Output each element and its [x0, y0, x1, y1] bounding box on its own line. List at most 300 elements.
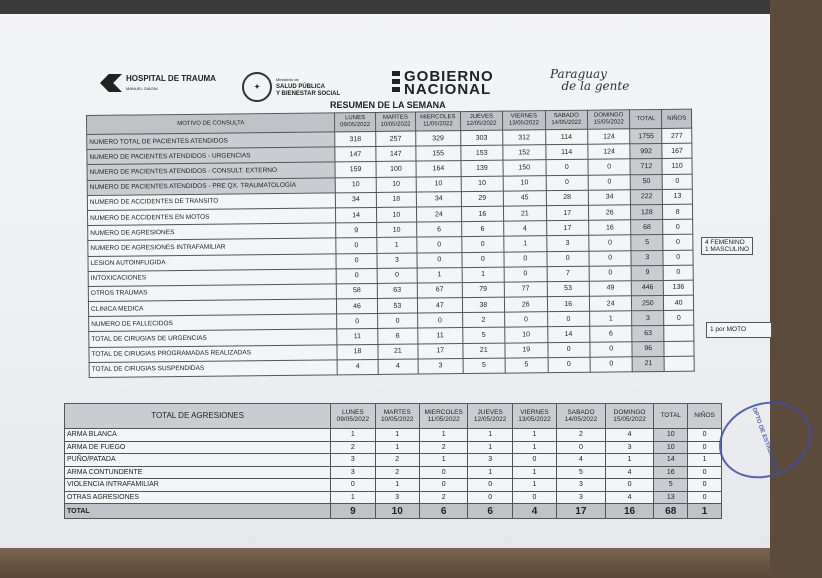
cell-value: 1	[375, 441, 419, 454]
cell-ninos: 0	[688, 441, 722, 454]
cell-total: 222	[631, 189, 663, 205]
total-row-value: 17	[557, 504, 606, 519]
cell-ninos: 13	[663, 189, 693, 204]
cell-value: 0	[590, 341, 633, 357]
cell-value: 1	[419, 429, 468, 442]
day-date: 15/05/2022	[593, 119, 624, 126]
cell-value: 114	[545, 129, 588, 145]
day-name: DOMINGO	[613, 408, 646, 416]
slogan-logo	[550, 68, 629, 92]
day-name: MARTES	[383, 408, 411, 416]
gobierno-line1: GOBIERNO	[404, 68, 494, 85]
cell-total: 13	[654, 491, 688, 504]
cell-value: 18	[376, 192, 416, 208]
day-header	[503, 111, 546, 130]
day-name: MIERCOLES	[420, 114, 456, 121]
cell-value: 24	[589, 296, 632, 312]
cell-value: 10	[376, 222, 416, 238]
cell-value: 16	[589, 220, 632, 236]
total-row-value: 6	[419, 504, 468, 519]
cell-value: 34	[416, 191, 461, 207]
day-name: LUNES	[345, 115, 366, 122]
day-name: SABADO	[553, 112, 579, 120]
row-label: TOTAL DE CIRUGIAS PROGRAMADAS REALIZADAS	[89, 345, 338, 363]
row-label: NUMERO DE AGRESIONES	[88, 223, 337, 241]
day-name: JUEVES	[469, 113, 494, 120]
cell-value: 0	[546, 175, 589, 191]
cell-value: 7	[547, 266, 590, 282]
cell-value: 1	[376, 237, 416, 253]
cell-ninos	[664, 356, 694, 371]
cell-total: 992	[630, 144, 662, 160]
total-row-value: 6	[468, 504, 512, 519]
cell-value: 1	[512, 429, 556, 442]
cell-value: 9	[336, 223, 376, 239]
table-row	[65, 454, 722, 467]
cell-value: 2	[419, 491, 468, 504]
cell-value: 4	[337, 359, 377, 375]
cell-value: 53	[377, 298, 417, 314]
cell-value: 159	[335, 162, 375, 178]
cell-value: 0	[547, 342, 590, 358]
total-header: TOTAL	[654, 404, 688, 429]
cell-ninos: 1	[688, 454, 722, 467]
cell-value: 53	[547, 281, 590, 297]
cell-value: 5	[557, 466, 606, 479]
cell-value: 16	[461, 206, 504, 222]
row-label: PUÑO/PATADA	[65, 454, 331, 467]
cell-value: 10	[503, 175, 546, 191]
cell-ninos: 0	[688, 491, 722, 504]
cell-value: 10	[416, 176, 461, 192]
cell-value: 5	[463, 358, 506, 374]
cell-value: 150	[503, 160, 546, 176]
day-name: VIERNES	[510, 113, 538, 120]
cell-value: 0	[468, 479, 512, 492]
cell-value: 3	[605, 441, 654, 454]
cell-value: 79	[462, 282, 505, 298]
cell-value: 17	[418, 343, 463, 359]
cell-value: 0	[589, 235, 632, 251]
cell-value: 2	[557, 429, 606, 442]
row-label: TOTAL DE CIRUGIAS DE URGENCIAS	[89, 329, 338, 347]
day-header	[331, 404, 375, 429]
row-label: ARMA BLANCA	[65, 429, 331, 442]
cell-total: 9	[632, 265, 664, 281]
day-name: VIERNES	[520, 408, 549, 416]
cell-ninos: 167	[662, 143, 692, 158]
cell-value: 58	[337, 283, 377, 299]
cell-value: 0	[588, 174, 631, 190]
cell-total: 3	[631, 250, 663, 266]
cell-value: 1	[605, 454, 654, 467]
row-label: VIOLENCIA INTRAFAMILIAR	[65, 479, 331, 492]
day-name: LUNES	[342, 408, 364, 416]
day-date: 14/05/2022	[551, 119, 582, 127]
day-date: 14/05/2022	[564, 416, 598, 423]
day-name: SABADO	[567, 408, 595, 416]
row-label: NUMERO DE FALLECIDOS	[89, 314, 338, 332]
table-row	[65, 429, 722, 442]
total-row-value: 10	[375, 504, 419, 519]
cell-value: 5	[505, 357, 548, 373]
cell-value: 45	[503, 190, 546, 206]
cell-total: 50	[631, 174, 663, 190]
cell-total: 1755	[630, 128, 662, 144]
hospital-name: HOSPITAL DE TRAUMA	[126, 74, 216, 83]
cell-total: 63	[632, 326, 664, 342]
cell-value: 0	[331, 479, 375, 492]
cell-value: 3	[418, 358, 463, 374]
cell-value: 0	[417, 252, 462, 268]
cell-value: 0	[377, 313, 417, 329]
cell-value: 0	[512, 491, 556, 504]
cell-value: 1	[462, 267, 505, 283]
cell-value: 16	[547, 296, 590, 312]
cell-value: 0	[336, 238, 376, 254]
day-header	[605, 404, 654, 429]
row-label: NUMERO TOTAL DE PACIENTES ATENDIDOS	[87, 132, 336, 150]
cell-value: 124	[588, 129, 631, 145]
gobierno-mark-icon	[392, 71, 400, 95]
day-header	[545, 110, 588, 129]
cell-value: 4	[378, 359, 418, 375]
cell-value: 1	[590, 311, 633, 327]
cell-value: 0	[588, 159, 631, 175]
cell-value: 3	[331, 454, 375, 467]
cell-value: 4	[557, 454, 606, 467]
day-date: 13/05/2022	[508, 120, 539, 127]
cell-value: 5	[462, 328, 505, 344]
table-row	[65, 479, 722, 492]
cell-total: 128	[631, 204, 663, 220]
cell-value: 34	[588, 190, 631, 206]
row-label: NUMERO DE ACCIDENTES EN MOTOS	[87, 208, 336, 226]
cell-value: 2	[462, 312, 505, 328]
cell-value: 3	[546, 236, 589, 252]
cell-total: 96	[632, 341, 664, 357]
cell-value: 0	[377, 268, 417, 284]
day-date: 13/05/2022	[518, 416, 551, 423]
table-row	[65, 441, 722, 454]
day-header	[416, 112, 461, 131]
hospital-subname: MANUEL GIAGNI	[126, 86, 158, 91]
cell-ninos: 40	[664, 295, 694, 310]
total-row-ninos: 1	[688, 504, 722, 519]
day-date: 11/05/2022	[427, 416, 460, 423]
day-header	[375, 112, 416, 131]
cell-value: 14	[547, 327, 590, 343]
day-header	[335, 112, 376, 131]
cell-value: 1	[468, 441, 512, 454]
day-date: 12/05/2022	[473, 416, 507, 423]
row-label: NUMERO DE PACIENTES ATENDIDOS - PRE QX. TRAUMATOLOGÍA	[87, 177, 336, 195]
cell-value: 0	[605, 479, 654, 492]
cell-value: 1	[375, 479, 419, 492]
cell-value: 38	[462, 297, 505, 313]
cell-value: 67	[417, 282, 462, 298]
cell-value: 1	[512, 466, 556, 479]
day-date: 09/05/2022	[340, 122, 371, 129]
cell-value: 11	[337, 329, 377, 345]
cell-total: 250	[632, 296, 664, 312]
total-row-label: TOTAL	[65, 504, 331, 519]
cell-value: 1	[468, 466, 512, 479]
cell-total: 3	[632, 311, 664, 327]
cell-value: 0	[504, 266, 547, 282]
cell-value: 0	[417, 237, 462, 253]
cell-value: 24	[416, 207, 461, 223]
day-header	[375, 404, 419, 429]
day-header	[419, 404, 468, 429]
cell-value: 0	[462, 252, 505, 268]
cell-value: 2	[375, 454, 419, 467]
cell-total: 446	[632, 280, 664, 296]
day-header	[468, 404, 512, 429]
cell-value: 147	[376, 146, 416, 162]
cell-ninos	[664, 341, 694, 356]
cell-value: 312	[503, 130, 546, 146]
day-date: 10/05/2022	[380, 416, 414, 423]
cell-value: 10	[461, 176, 504, 192]
cell-value: 21	[463, 343, 506, 359]
cell-value: 147	[335, 147, 375, 163]
cell-ninos: 0	[663, 265, 693, 280]
cell-value: 63	[377, 283, 417, 299]
cell-value: 4	[504, 221, 547, 237]
cell-value: 17	[546, 205, 589, 221]
cell-value: 6	[461, 221, 504, 237]
cell-value: 3	[557, 479, 606, 492]
cell-total: 10	[654, 429, 688, 442]
cell-ninos: 0	[688, 479, 722, 492]
cell-value: 0	[461, 236, 504, 252]
cell-value: 1	[468, 429, 512, 442]
slogan-line2: de la gente	[561, 79, 630, 93]
official-stamp: DPTO DE ESTADISTICA	[708, 389, 822, 491]
day-date: 10/05/2022	[380, 121, 411, 128]
day-header	[587, 110, 630, 129]
cell-value: 3	[377, 253, 417, 269]
cell-value: 10	[376, 207, 416, 223]
table-row	[65, 491, 722, 504]
ninos-header: NIÑOS	[662, 109, 692, 128]
cell-value: 153	[460, 145, 503, 161]
ministry-line2: SALUD PÚBLICA	[276, 84, 325, 90]
table-surface	[0, 548, 770, 578]
cell-value: 11	[418, 328, 463, 344]
report-title: RESUMEN DE LA SEMANA	[330, 100, 446, 110]
total-header: TOTAL	[630, 109, 662, 128]
header-label: MOTIVO DE CONSULTA	[87, 113, 336, 135]
cell-value: 0	[468, 491, 512, 504]
cell-value: 18	[337, 344, 377, 360]
gobierno-line2: NACIONAL	[404, 81, 492, 98]
total-row-value: 16	[605, 504, 654, 519]
cell-value: 34	[336, 192, 376, 208]
cell-total: 21	[632, 356, 664, 372]
cell-value: 0	[546, 251, 589, 267]
cell-value: 0	[337, 314, 377, 330]
cell-value: 303	[460, 130, 503, 146]
cell-value: 17	[546, 220, 589, 236]
slogan-line1: Paraguay	[550, 67, 607, 81]
cell-value: 10	[505, 327, 548, 343]
cell-ninos: 0	[663, 219, 693, 234]
cell-value: 3	[331, 466, 375, 479]
hospital-logo-icon	[100, 74, 122, 92]
cell-total: 5	[631, 235, 663, 251]
cell-value: 100	[376, 161, 416, 177]
row-label: NUMERO DE PACIENTES ATENDIDOS - URGENCIAS	[87, 147, 336, 165]
cell-value: 124	[588, 144, 631, 160]
cell-ninos: 277	[662, 128, 692, 143]
cell-ninos: 0	[688, 466, 722, 479]
cell-value: 0	[418, 313, 463, 329]
row-label: NUMERO DE PACIENTES ATENDIDOS - CONSULT. EXTERNO	[87, 162, 336, 180]
cell-value: 0	[419, 466, 468, 479]
cell-value: 1	[331, 491, 375, 504]
cell-value: 6	[417, 222, 462, 238]
gobierno-logo	[392, 70, 494, 96]
cell-value: 47	[417, 298, 462, 314]
row-label: ARMA DE FUEGO	[65, 441, 331, 454]
ministry-seal-icon: ✦	[242, 72, 272, 102]
total-row	[65, 504, 722, 519]
cell-value: 1	[375, 429, 419, 442]
ministry-logo	[242, 72, 340, 102]
cell-value: 2	[419, 441, 468, 454]
cell-ninos: 0	[663, 234, 693, 249]
note-femenino: 4 FEMENINO	[705, 239, 745, 246]
cell-value: 10	[336, 177, 376, 193]
cell-value: 77	[504, 282, 547, 298]
ministry-line1: Ministerio de	[276, 77, 299, 82]
cell-value: 19	[505, 342, 548, 358]
cell-ninos: 0	[662, 174, 692, 189]
total-row-value: 4	[512, 504, 556, 519]
total-row-value: 9	[331, 504, 375, 519]
row-label: INTOXICACIONES	[88, 269, 337, 287]
cell-value: 0	[548, 357, 591, 373]
day-date: 11/05/2022	[423, 121, 453, 128]
cell-total: 16	[654, 466, 688, 479]
day-date: 12/05/2022	[466, 120, 497, 128]
cell-value: 26	[504, 297, 547, 313]
cell-value: 0	[589, 265, 632, 281]
cell-total: 712	[630, 159, 662, 175]
note-masculino: 1 MASCULINO	[705, 246, 750, 253]
cell-value: 1	[504, 236, 547, 252]
cell-value: 0	[419, 479, 468, 492]
cell-value: 0	[545, 160, 588, 176]
cell-value: 318	[335, 131, 375, 147]
cell-ninos: 0	[663, 250, 693, 265]
cell-value: 6	[590, 326, 633, 342]
cell-value: 164	[416, 161, 461, 177]
cell-value: 257	[375, 131, 415, 147]
cell-value: 0	[547, 311, 590, 327]
cell-value: 0	[557, 441, 606, 454]
cell-value: 10	[376, 177, 416, 193]
fallecidos-note: 1 por MOTO	[706, 322, 772, 338]
cell-ninos: 8	[663, 204, 693, 219]
cell-ninos: 0	[688, 429, 722, 442]
row-label: OTROS TRAUMAS	[88, 284, 337, 302]
row-label: TOTAL DE CIRUGIAS SUSPENDIDAS	[89, 360, 338, 378]
ministry-line3: Y BIENESTAR SOCIAL	[276, 91, 341, 97]
day-date: 15/05/2022	[613, 416, 646, 423]
day-name: MIERCOLES	[424, 408, 463, 416]
cell-value: 3	[468, 454, 512, 467]
cell-value: 0	[512, 454, 556, 467]
cell-value: 2	[331, 441, 375, 454]
row-label: NUMERO DE ACCIDENTES DE TRANSITO	[87, 193, 336, 211]
cell-value: 21	[378, 344, 418, 360]
background-edge	[0, 0, 770, 14]
cell-value: 21	[504, 206, 547, 222]
cell-value: 4	[605, 491, 654, 504]
day-header	[460, 111, 503, 130]
day-header	[512, 404, 556, 429]
cell-total: 14	[654, 454, 688, 467]
cell-value: 29	[461, 191, 504, 207]
cell-value: 3	[375, 491, 419, 504]
cell-value: 1	[419, 454, 468, 467]
cell-ninos: 110	[662, 159, 692, 174]
cell-value: 26	[588, 205, 631, 221]
hospital-logo	[100, 74, 216, 92]
consultas-table	[86, 109, 695, 378]
intrafamiliar-note	[701, 237, 753, 255]
cell-value: 46	[337, 299, 377, 315]
cell-value: 152	[503, 145, 546, 161]
table-row	[65, 466, 722, 479]
cell-value: 0	[589, 250, 632, 266]
cell-value: 0	[336, 253, 376, 269]
cell-value: 4	[605, 429, 654, 442]
cell-value: 329	[416, 131, 461, 147]
cell-value: 139	[461, 161, 504, 177]
cell-value: 28	[546, 190, 589, 206]
day-name: MARTES	[382, 114, 408, 121]
cell-value: 114	[545, 144, 588, 160]
row-label: LESION AUTOINFLIGIDA	[88, 253, 337, 271]
cell-ninos: 0	[664, 310, 694, 325]
total-row-total: 68	[654, 504, 688, 519]
cell-value: 1	[331, 429, 375, 442]
cell-value: 4	[605, 466, 654, 479]
cell-ninos: 136	[663, 280, 693, 295]
day-date: 09/05/2022	[336, 416, 370, 423]
row-label: OTRAS AGRESIONES	[65, 491, 331, 504]
day-name: JUEVES	[477, 408, 503, 416]
row-label: CLINICA MEDICA	[88, 299, 337, 317]
row-label: ARMA CONTUNDENTE	[65, 466, 331, 479]
cell-ninos	[664, 326, 694, 341]
cell-value: 1	[417, 267, 462, 283]
cell-value: 0	[505, 312, 548, 328]
cell-value: 155	[416, 146, 461, 162]
cell-value: 6	[377, 328, 417, 344]
row-label: NUMERO DE AGRESIONES INTRAFAMILIAR	[88, 238, 337, 256]
cell-value: 0	[336, 268, 376, 284]
ninos-header: NIÑOS	[688, 404, 722, 429]
cell-value: 1	[512, 441, 556, 454]
agresiones-table	[64, 403, 722, 519]
header-label: TOTAL DE AGRESIONES	[65, 404, 331, 429]
cell-value: 14	[336, 207, 376, 223]
